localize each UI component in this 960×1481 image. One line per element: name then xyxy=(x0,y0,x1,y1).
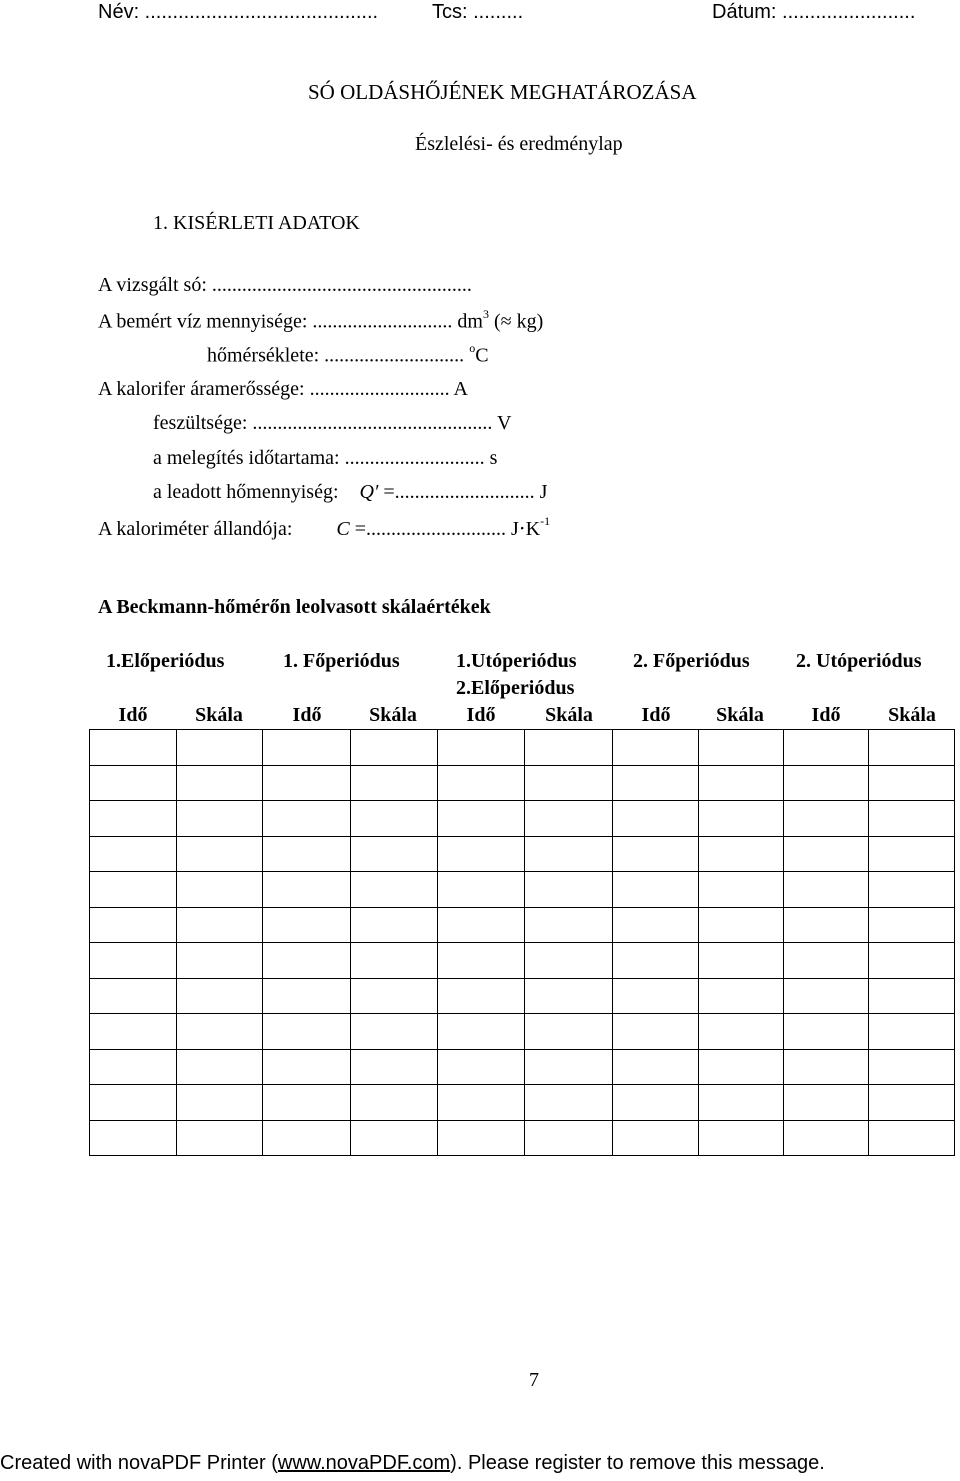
table-row xyxy=(90,765,955,801)
table-cell[interactable] xyxy=(90,943,177,979)
table-row xyxy=(90,907,955,943)
table-cell[interactable] xyxy=(177,943,263,979)
column-header-scale: Skála xyxy=(716,704,764,726)
table-cell[interactable] xyxy=(90,765,177,801)
pdf-footer xyxy=(0,1452,825,1475)
table-row xyxy=(90,943,955,979)
column-header-scale: Skála xyxy=(888,704,936,726)
table-cell[interactable] xyxy=(351,801,438,837)
table-cell[interactable] xyxy=(351,1049,438,1085)
table-cell[interactable] xyxy=(90,801,177,837)
table-cell[interactable] xyxy=(699,978,784,1014)
table-cell[interactable] xyxy=(351,872,438,908)
table-cell[interactable] xyxy=(263,1014,351,1050)
table-cell[interactable] xyxy=(525,943,613,979)
table-cell[interactable] xyxy=(525,1014,613,1050)
table-cell[interactable] xyxy=(263,1049,351,1085)
table-cell[interactable] xyxy=(784,1049,869,1085)
table-cell[interactable] xyxy=(699,1085,784,1121)
table-cell[interactable] xyxy=(438,1120,525,1156)
table-cell[interactable] xyxy=(438,730,525,766)
water-temperature-field xyxy=(207,343,489,368)
table-cell[interactable] xyxy=(784,730,869,766)
table-cell[interactable] xyxy=(438,836,525,872)
table-cell[interactable] xyxy=(351,907,438,943)
footer-link[interactable]: www.novaPDF.com xyxy=(277,1452,451,1474)
table-cell[interactable] xyxy=(438,1014,525,1050)
table-row xyxy=(90,1049,955,1085)
period-header-main-2: 2. Főperiódus xyxy=(633,650,750,672)
table-cell[interactable] xyxy=(699,907,784,943)
table-cell[interactable] xyxy=(613,943,699,979)
table-cell[interactable] xyxy=(869,943,955,979)
table-cell[interactable] xyxy=(613,730,699,766)
period-header-post-1: 1.Utóperiódus xyxy=(456,650,577,672)
table-row xyxy=(90,1085,955,1121)
table-cell[interactable] xyxy=(525,1049,613,1085)
table-cell[interactable] xyxy=(90,1049,177,1085)
table-cell[interactable] xyxy=(177,1014,263,1050)
table-cell[interactable] xyxy=(90,907,177,943)
table-cell[interactable] xyxy=(613,872,699,908)
column-header-scale: Skála xyxy=(195,704,243,726)
heat-released-field xyxy=(153,481,547,504)
table-cell[interactable] xyxy=(699,765,784,801)
table-cell[interactable] xyxy=(177,978,263,1014)
column-header-scale: Skála xyxy=(369,704,417,726)
table-cell[interactable] xyxy=(90,1085,177,1121)
table-cell[interactable] xyxy=(613,765,699,801)
table-cell[interactable] xyxy=(263,765,351,801)
table-row xyxy=(90,801,955,837)
page-number: 7 xyxy=(529,1369,539,1391)
table-cell[interactable] xyxy=(438,801,525,837)
table-cell[interactable] xyxy=(351,978,438,1014)
table-cell[interactable] xyxy=(699,836,784,872)
table-cell[interactable] xyxy=(869,872,955,908)
constant-value-unit: =............................ J⋅K xyxy=(349,518,541,540)
heat-value-unit: =............................ J xyxy=(378,481,548,503)
table-cell[interactable] xyxy=(263,907,351,943)
table-cell[interactable] xyxy=(784,1120,869,1156)
current-field: A kalorifer áramerőssége: ............................ A xyxy=(98,378,468,400)
table-cell[interactable] xyxy=(90,978,177,1014)
table-cell[interactable] xyxy=(699,1120,784,1156)
table-cell[interactable] xyxy=(784,801,869,837)
measurement-grid xyxy=(89,729,955,1156)
table-cell[interactable] xyxy=(525,801,613,837)
salt-field: A vizsgált só: .................................................... xyxy=(98,274,472,296)
footer-prefix: Created with novaPDF Printer ( xyxy=(0,1452,278,1474)
table-cell[interactable] xyxy=(869,730,955,766)
table-cell[interactable] xyxy=(438,1085,525,1121)
table-cell[interactable] xyxy=(613,1049,699,1085)
table-cell[interactable] xyxy=(699,801,784,837)
table-row xyxy=(90,1014,955,1050)
period-header-pre-1: 1.Előperiódus xyxy=(106,650,225,672)
table-cell[interactable] xyxy=(699,872,784,908)
table-row xyxy=(90,872,955,908)
table-row xyxy=(90,730,955,766)
table-cell[interactable] xyxy=(263,943,351,979)
table-cell[interactable] xyxy=(90,836,177,872)
table-cell[interactable] xyxy=(90,872,177,908)
column-header-time: Idő xyxy=(641,704,671,726)
table-cell[interactable] xyxy=(263,836,351,872)
table-cell[interactable] xyxy=(177,1120,263,1156)
table-cell[interactable] xyxy=(784,978,869,1014)
table-cell[interactable] xyxy=(525,978,613,1014)
table-cell[interactable] xyxy=(869,801,955,837)
water-amount-exponent: 3 xyxy=(482,307,489,321)
table-cell[interactable] xyxy=(90,730,177,766)
table-cell[interactable] xyxy=(784,872,869,908)
table-cell[interactable] xyxy=(784,943,869,979)
table-cell[interactable] xyxy=(869,836,955,872)
period-header-main-1: 1. Főperiódus xyxy=(283,650,400,672)
table-cell[interactable] xyxy=(263,730,351,766)
table-cell[interactable] xyxy=(699,730,784,766)
table-cell[interactable] xyxy=(177,730,263,766)
table-cell[interactable] xyxy=(613,978,699,1014)
table-cell[interactable] xyxy=(263,978,351,1014)
table-cell[interactable] xyxy=(438,1049,525,1085)
table-row xyxy=(90,836,955,872)
table-cell[interactable] xyxy=(438,943,525,979)
document-title: SÓ OLDÁSHŐJÉNEK MEGHATÁROZÁSA xyxy=(308,80,697,104)
table-cell[interactable] xyxy=(90,1120,177,1156)
table-cell[interactable] xyxy=(525,765,613,801)
table-cell[interactable] xyxy=(177,1085,263,1121)
table-cell[interactable] xyxy=(438,765,525,801)
table-cell[interactable] xyxy=(525,730,613,766)
water-amount-text: A bemért víz mennyisége: ............................ dm xyxy=(98,310,483,333)
table-cell[interactable] xyxy=(613,1014,699,1050)
table-cell[interactable] xyxy=(351,836,438,872)
table-cell[interactable] xyxy=(351,730,438,766)
table-cell[interactable] xyxy=(784,836,869,872)
table-cell[interactable] xyxy=(784,1014,869,1050)
table-cell[interactable] xyxy=(177,907,263,943)
table-cell[interactable] xyxy=(613,836,699,872)
table-cell[interactable] xyxy=(177,801,263,837)
table-cell[interactable] xyxy=(784,907,869,943)
heat-symbol: Q′ xyxy=(359,481,379,503)
table-cell[interactable] xyxy=(438,907,525,943)
table-cell[interactable] xyxy=(90,1014,177,1050)
table-cell[interactable] xyxy=(869,1085,955,1121)
table-cell[interactable] xyxy=(525,836,613,872)
column-header-time: Idő xyxy=(118,704,148,726)
table-cell[interactable] xyxy=(263,801,351,837)
table-cell[interactable] xyxy=(699,1014,784,1050)
degree-mark: o xyxy=(469,341,476,355)
table-cell[interactable] xyxy=(784,765,869,801)
constant-symbol: C xyxy=(336,518,350,540)
column-header-time: Idő xyxy=(292,704,322,726)
table-cell[interactable] xyxy=(525,1120,613,1156)
document-subtitle: Észlelési- és eredménylap xyxy=(415,133,623,155)
table-cell[interactable] xyxy=(525,872,613,908)
table-cell[interactable] xyxy=(263,1085,351,1121)
table-cell[interactable] xyxy=(869,1120,955,1156)
table-cell[interactable] xyxy=(869,765,955,801)
calorimeter-constant-field xyxy=(98,516,550,541)
table-cell[interactable] xyxy=(525,1085,613,1121)
measurement-grid-body xyxy=(90,730,955,1156)
table-cell[interactable] xyxy=(699,1049,784,1085)
table-row xyxy=(90,1120,955,1156)
table-cell[interactable] xyxy=(351,765,438,801)
table-cell[interactable] xyxy=(869,1014,955,1050)
table-cell[interactable] xyxy=(613,1120,699,1156)
column-header-time: Idő xyxy=(466,704,496,726)
table-cell[interactable] xyxy=(613,907,699,943)
calorimeter-constant-label: A kaloriméter állandója: xyxy=(98,518,293,540)
heating-duration-field: a melegítés időtartama: ............................ s xyxy=(153,447,498,469)
table-cell[interactable] xyxy=(177,836,263,872)
table-cell[interactable] xyxy=(784,1085,869,1121)
section-heading: 1. KISÉRLETI ADATOK xyxy=(153,212,360,234)
table-cell[interactable] xyxy=(869,1049,955,1085)
table-cell[interactable] xyxy=(613,1085,699,1121)
constant-exponent: -1 xyxy=(540,514,551,529)
temperature-text: hőmérséklete: ............................ xyxy=(207,344,470,367)
table-cell[interactable] xyxy=(699,943,784,979)
group-field-label: Tcs: ......... xyxy=(432,1,524,23)
water-amount-field xyxy=(98,309,543,334)
date-field-label: Dátum: ........................ xyxy=(712,1,916,23)
water-amount-unit: (≈ kg) xyxy=(488,310,544,333)
table-cell[interactable] xyxy=(869,907,955,943)
period-header-pre-2: 2.Előperiódus xyxy=(456,677,575,699)
table-cell[interactable] xyxy=(438,872,525,908)
table-row xyxy=(90,978,955,1014)
name-field-label: Név: .......................................... xyxy=(98,1,379,23)
period-header-post-2: 2. Utóperiódus xyxy=(796,650,922,672)
voltage-field: feszültsége: ................................................ V xyxy=(153,412,512,434)
table-cell[interactable] xyxy=(351,1120,438,1156)
table-cell[interactable] xyxy=(613,801,699,837)
table-cell[interactable] xyxy=(177,872,263,908)
temperature-unit: C xyxy=(475,344,489,367)
table-cell[interactable] xyxy=(438,978,525,1014)
table-cell[interactable] xyxy=(869,978,955,1014)
table-cell[interactable] xyxy=(351,1085,438,1121)
column-header-scale: Skála xyxy=(545,704,593,726)
table-cell[interactable] xyxy=(263,1120,351,1156)
table-cell[interactable] xyxy=(177,1049,263,1085)
footer-suffix: ). Please register to remove this message. xyxy=(450,1452,825,1474)
table-cell[interactable] xyxy=(263,872,351,908)
table-cell[interactable] xyxy=(351,1014,438,1050)
table-cell[interactable] xyxy=(351,943,438,979)
column-header-time: Idő xyxy=(811,704,841,726)
table-cell[interactable] xyxy=(177,765,263,801)
table-title: A Beckmann-hőmérőn leolvasott skálaértékek xyxy=(98,596,491,618)
heat-released-label: a leadott hőmennyiség: xyxy=(153,481,344,503)
table-cell[interactable] xyxy=(525,907,613,943)
